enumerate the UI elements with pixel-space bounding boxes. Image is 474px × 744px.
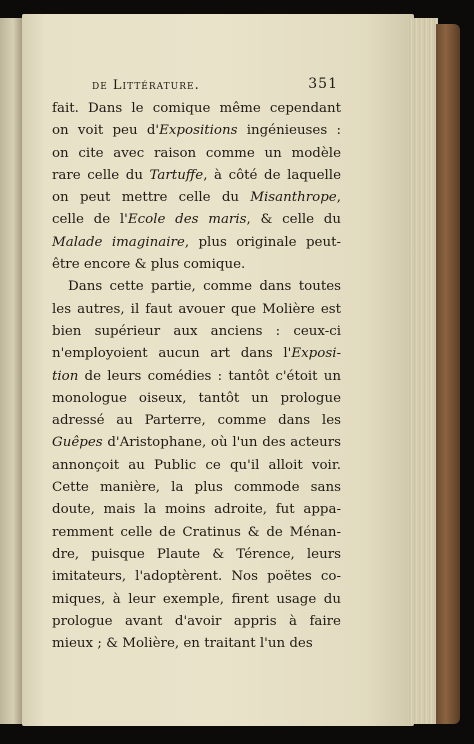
text-segment: imitateurs, l'adoptèrent. Nos poëtes co- (52, 569, 341, 585)
text-segment: prologue avant d'avoir appris à faire (52, 613, 341, 629)
paragraph (52, 98, 341, 276)
text-line (52, 321, 341, 343)
text-line (52, 410, 341, 432)
text-line (52, 232, 341, 254)
text-segment: on cite avec raison comme un modèle (52, 145, 341, 161)
text-segment: bien supérieur aux anciens : ceux-ci (52, 323, 341, 339)
text-segment: d'Aristophane, où l'un des acteurs (102, 435, 341, 451)
text-line (52, 611, 341, 633)
text-segment: miques, à leur exemple, firent usage du (52, 591, 341, 607)
text-segment: celle de l' (52, 212, 128, 228)
text-segment: doute, mais la moins adroite, fut appa- (52, 502, 341, 518)
page-number: 351 (308, 76, 338, 92)
text-line (52, 343, 341, 365)
text-line (52, 187, 341, 209)
text-line (52, 299, 341, 321)
text-line (52, 589, 341, 611)
text-segment: dre, puisque Plaute & Térence, leurs (52, 546, 341, 562)
text-line (52, 366, 341, 388)
text-segment: Dans cette partie, comme dans toutes (68, 279, 341, 295)
text-segment: n'employoient aucun art dans l' (52, 346, 292, 362)
text-segment: remment celle de Cratinus & de Ménan- (52, 524, 341, 540)
text-line (52, 120, 341, 142)
text-line (52, 143, 341, 165)
text-segment: , (336, 190, 341, 206)
italic-title: Ecole des maris (127, 212, 247, 228)
text-line (52, 165, 341, 187)
text-segment: mieux ; & Molière, en traitant l'un des (52, 636, 313, 652)
running-header (92, 78, 338, 98)
page-body-text (52, 98, 341, 655)
text-segment: ingénieuses : (237, 123, 341, 139)
text-segment: monologue oiseux, tantôt un prologue (52, 390, 341, 406)
text-line (52, 544, 341, 566)
italic-title: Malade imaginaire (52, 234, 185, 250)
italic-title: Tartuffe (149, 167, 204, 183)
italic-title: Expositions (159, 123, 238, 139)
text-segment: de leurs comédies : tantôt c'étoit un (78, 368, 341, 384)
text-line (52, 633, 341, 655)
text-line (52, 254, 341, 276)
text-segment: fait. Dans le comique même cependant (52, 101, 341, 116)
text-line (52, 98, 341, 120)
page-stack-edge (408, 18, 438, 724)
text-line (52, 522, 341, 544)
text-segment: Cette manière, la plus commode sans (52, 480, 341, 496)
italic-title: Misanthrope (250, 190, 337, 206)
text-line (52, 388, 341, 410)
text-segment: être encore & plus comique. (52, 257, 246, 273)
text-segment: on peut mettre celle du (52, 190, 251, 206)
running-title: de Littérature. (92, 78, 200, 93)
italic-title: Exposi- (291, 346, 341, 362)
text-line (52, 499, 341, 521)
text-segment: , à côté de laquelle (203, 167, 341, 183)
paragraph (52, 276, 341, 655)
text-segment: rare celle du (52, 167, 150, 183)
text-line (52, 276, 341, 298)
italic-title: tion (52, 368, 79, 384)
text-line (52, 455, 341, 477)
text-line (52, 209, 341, 231)
text-segment: adressé au Parterre, comme dans les (52, 413, 341, 429)
text-line (52, 432, 341, 454)
text-segment: , plus originale peut- (184, 234, 341, 250)
text-segment: les autres, il faut avouer que Molière est (52, 301, 341, 317)
book-cover (436, 24, 460, 724)
italic-title: Guêpes (52, 435, 103, 451)
text-line (52, 477, 341, 499)
text-segment: annonçoit au Public ce qu'il alloit voir. (52, 457, 341, 473)
text-line (52, 566, 341, 588)
text-segment: on voit peu d' (52, 123, 160, 139)
text-segment: , & celle du (246, 212, 342, 228)
facing-page-edge (0, 18, 22, 724)
